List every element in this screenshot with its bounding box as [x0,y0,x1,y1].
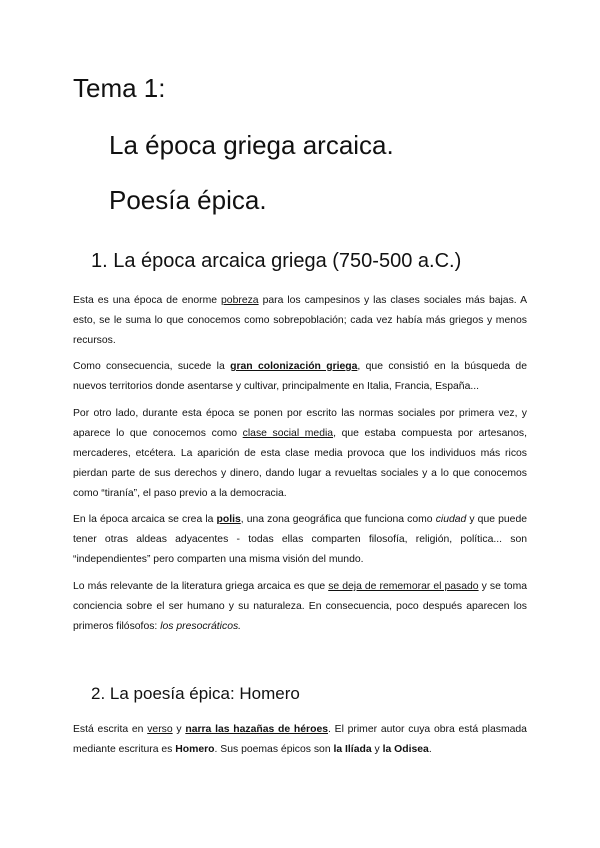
paragraph-literature [73,577,527,637]
term-iliada: la Ilíada [333,744,372,755]
text-run: . El primer autor cuya obra está plasmada mediante escritura es [73,724,527,755]
text-run: Como consecuencia, sucede la [73,361,231,372]
paragraph-epic-poetry [73,720,527,760]
text-run: y que puede tener otras aldeas adyacentes - todas ellas comparten filosofía, religión, política... son “independientes” pero comparten una misma visión del mundo. [73,514,528,565]
text-run: En la época arcaica se crea la [73,514,217,525]
text-run: . [428,744,432,755]
topic-subtitle-period: La época griega arcaica. [109,130,394,160]
paragraph-middle-class [73,404,527,504]
text-run: y [371,744,383,755]
paragraph-polis [73,510,527,570]
paragraph-poverty [73,291,527,351]
section-1-heading: 1. La época arcaica griega (750-500 a.C.) [91,250,462,272]
term-polis: polis [216,514,241,525]
text-run: para los campesinos y las clases sociales más bajas. A esto, se le suma lo que conocemos como sobrepoblación; cada vez había más griegos y menos recursos. [73,295,527,346]
text-run: y [172,724,186,735]
text-run: , una zona geográfica que funciona como [240,514,436,525]
term-colonizacion: gran colonización griega [230,361,358,372]
text-run: , que estaba compuesta por artesanos, mercaderes, etcétera. La aparición de esta clase media provoca que los individuos más ricos pierdan parte de sus derechos y dinero, dando lugar a revueltas sociales y a lo que conocemos como “tiranía”, el paso previo a la democracia. [73,428,527,499]
term-presocraticos: los presocráticos. [160,621,242,632]
term-clase-media: clase social media [242,428,334,439]
term-verso: verso [147,724,173,735]
text-run: Está escrita en [73,724,148,735]
term-rememorar-pasado: se deja de rememorar el pasado [328,581,479,592]
term-ciudad: ciudad [435,514,467,525]
text-run: , que consistió en la búsqueda de nuevos territorios donde asentarse y cultivar, principalmente en Italia, Francia, España... [73,361,527,392]
term-hazanas-heroes: narra las hazañas de héroes [185,724,328,735]
text-run: . Sus poemas épicos son [214,744,334,755]
term-pobreza: pobreza [221,295,259,306]
paragraph-colonization [73,357,527,397]
term-homero: Homero [175,744,215,755]
text-run: Por otro lado, durante esta época se ponen por escrito las normas sociales por primera vez, y aparece lo que conocemos como [73,408,527,439]
topic-title: Tema 1: [73,73,166,103]
text-run: Esta es una época de enorme [73,295,222,306]
text-run: Lo más relevante de la literatura griega arcaica es que [73,581,329,592]
term-odisea: la Odisea [382,744,429,755]
topic-subtitle-genre: Poesía épica. [109,185,267,215]
section-2-heading: 2. La poesía épica: Homero [91,684,300,703]
text-run: y se toma conciencia sobre el ser humano y su naturaleza. En consecuencia, poco después aparecen los primeros filósofos: [73,581,528,632]
